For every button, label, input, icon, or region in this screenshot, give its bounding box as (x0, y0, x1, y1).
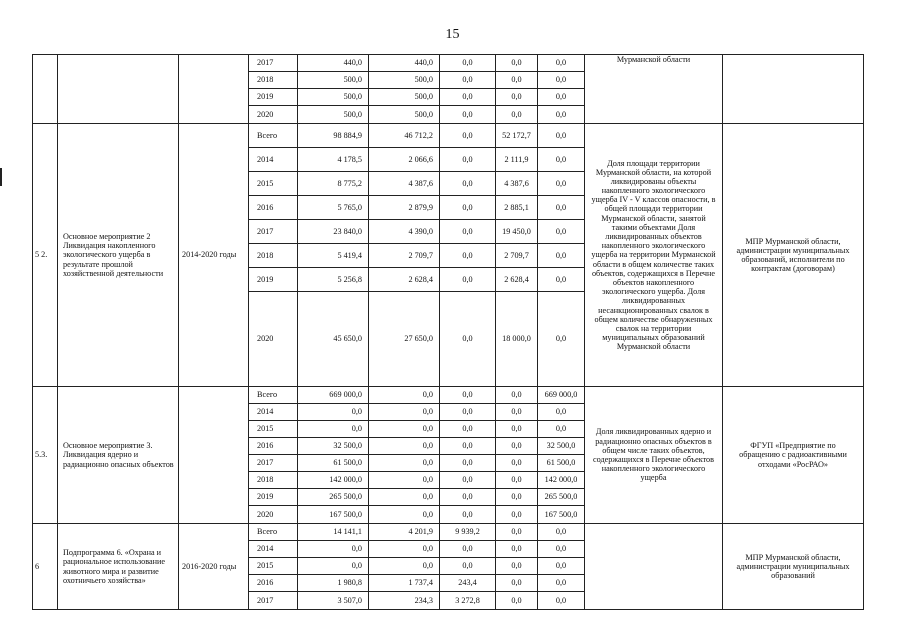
year-cell: 2020 (249, 292, 298, 387)
year-cell: 2020 (249, 506, 298, 524)
executor-cell (723, 55, 864, 124)
measure-name (58, 55, 179, 124)
total-cell: 265 500,0 (298, 489, 369, 506)
total-cell: 500,0 (298, 72, 369, 89)
total-cell: 500,0 (298, 89, 369, 106)
total-cell: 8 775,2 (298, 172, 369, 196)
local-budget-cell: 2 111,9 (496, 148, 538, 172)
margin-mark (0, 168, 2, 186)
table-row (33, 387, 864, 404)
extra-budget-cell: 61 500,0 (538, 455, 585, 472)
federal-budget-cell: 0,0 (440, 268, 496, 292)
local-budget-cell: 0,0 (496, 592, 538, 610)
year-cell: 2017 (249, 592, 298, 610)
total-cell: 3 507,0 (298, 592, 369, 610)
extra-budget-cell: 0,0 (538, 244, 585, 268)
local-budget-cell: 0,0 (496, 489, 538, 506)
local-budget-cell: 0,0 (496, 89, 538, 106)
regional-budget-cell: 440,0 (369, 55, 440, 72)
regional-budget-cell: 27 650,0 (369, 292, 440, 387)
total-cell: 14 141,1 (298, 524, 369, 541)
extra-budget-cell: 0,0 (538, 148, 585, 172)
federal-budget-cell: 0,0 (440, 506, 496, 524)
federal-budget-cell: 3 272,8 (440, 592, 496, 610)
total-cell: 5 765,0 (298, 196, 369, 220)
local-budget-cell: 0,0 (496, 558, 538, 575)
local-budget-cell: 0,0 (496, 438, 538, 455)
total-cell: 32 500,0 (298, 438, 369, 455)
row-code (33, 55, 58, 124)
year-cell: 2017 (249, 55, 298, 72)
extra-budget-cell: 0,0 (538, 292, 585, 387)
regional-budget-cell: 2 709,7 (369, 244, 440, 268)
federal-budget-cell: 243,4 (440, 575, 496, 592)
local-budget-cell: 0,0 (496, 421, 538, 438)
total-cell: 5 419,4 (298, 244, 369, 268)
extra-budget-cell: 0,0 (538, 421, 585, 438)
local-budget-cell: 0,0 (496, 404, 538, 421)
local-budget-cell: 0,0 (496, 106, 538, 124)
total-cell: 5 256,8 (298, 268, 369, 292)
total-cell: 500,0 (298, 106, 369, 124)
regional-budget-cell: 500,0 (369, 89, 440, 106)
local-budget-cell: 0,0 (496, 387, 538, 404)
period-cell (179, 55, 249, 124)
federal-budget-cell: 0,0 (440, 455, 496, 472)
regional-budget-cell: 0,0 (369, 421, 440, 438)
federal-budget-cell: 0,0 (440, 472, 496, 489)
regional-budget-cell: 2 628,4 (369, 268, 440, 292)
extra-budget-cell: 142 000,0 (538, 472, 585, 489)
year-cell: 2019 (249, 268, 298, 292)
federal-budget-cell: 0,0 (440, 124, 496, 148)
regional-budget-cell: 4 201,9 (369, 524, 440, 541)
regional-budget-cell: 0,0 (369, 404, 440, 421)
regional-budget-cell: 0,0 (369, 558, 440, 575)
extra-budget-cell: 0,0 (538, 575, 585, 592)
regional-budget-cell: 0,0 (369, 438, 440, 455)
federal-budget-cell: 0,0 (440, 404, 496, 421)
regional-budget-cell: 2 879,9 (369, 196, 440, 220)
indicator-cell: Мурманской области (585, 55, 723, 124)
extra-budget-cell: 167 500,0 (538, 506, 585, 524)
total-cell: 0,0 (298, 421, 369, 438)
year-cell: 2014 (249, 148, 298, 172)
extra-budget-cell: 0,0 (538, 592, 585, 610)
local-budget-cell: 0,0 (496, 72, 538, 89)
executor-cell: ФГУП «Предприятие по обращению с радиоактивными отходами «РосРАО» (723, 387, 864, 524)
local-budget-cell: 0,0 (496, 524, 538, 541)
extra-budget-cell: 0,0 (538, 524, 585, 541)
regional-budget-cell: 234,3 (369, 592, 440, 610)
total-cell: 23 840,0 (298, 220, 369, 244)
year-cell: 2016 (249, 438, 298, 455)
regional-budget-cell: 0,0 (369, 541, 440, 558)
extra-budget-cell: 0,0 (538, 268, 585, 292)
total-cell: 4 178,5 (298, 148, 369, 172)
total-cell: 0,0 (298, 541, 369, 558)
extra-budget-cell: 32 500,0 (538, 438, 585, 455)
local-budget-cell: 4 387,6 (496, 172, 538, 196)
year-cell: 2014 (249, 541, 298, 558)
year-cell: 2020 (249, 106, 298, 124)
measure-name: Основное мероприятие 3. Ликвидация ядерно и радиационно опасных объектов (58, 387, 179, 524)
local-budget-cell: 52 172,7 (496, 124, 538, 148)
extra-budget-cell: 0,0 (538, 220, 585, 244)
total-cell: 61 500,0 (298, 455, 369, 472)
year-cell: 2018 (249, 72, 298, 89)
federal-budget-cell: 0,0 (440, 421, 496, 438)
indicator-cell: Доля площади территории Мурманской области, на которой ликвидированы объекты накопленного экологического ущерба IV - V классов опасности, в общей площади территории Мурманской области, занятой такими объектами Доля ликвидированных объектов накопленного экологического ущерба на территории Мурманской области в общем количестве таких объектов, содержащихся в Перечне объектов накопленного экологического ущерба. Доля ликвидированных несанкционированных свалок в общем количестве обнаруженных свалок на территории муниципальных образований Мурманской области (585, 124, 723, 387)
federal-budget-cell: 0,0 (440, 196, 496, 220)
regional-budget-cell: 1 737,4 (369, 575, 440, 592)
total-cell: 45 650,0 (298, 292, 369, 387)
year-cell: 2016 (249, 196, 298, 220)
federal-budget-cell: 0,0 (440, 244, 496, 268)
federal-budget-cell: 0,0 (440, 220, 496, 244)
total-cell: 0,0 (298, 558, 369, 575)
year-cell: 2018 (249, 244, 298, 268)
executor-cell: МПР Мурманской области, администрации муниципальных образований (723, 524, 864, 610)
regional-budget-cell: 46 712,2 (369, 124, 440, 148)
extra-budget-cell: 0,0 (538, 72, 585, 89)
total-cell: 1 980,8 (298, 575, 369, 592)
federal-budget-cell: 0,0 (440, 387, 496, 404)
executor-cell: МПР Мурманской области, администрации муниципальных образований, исполнители по контрактам (договорам) (723, 124, 864, 387)
total-cell: 0,0 (298, 404, 369, 421)
row-code: 5 2. (33, 124, 58, 387)
year-cell: 2016 (249, 575, 298, 592)
row-code: 6 (33, 524, 58, 610)
local-budget-cell: 2 628,4 (496, 268, 538, 292)
table-row (33, 524, 864, 541)
indicator-cell: Доля ликвидированных ядерно и радиационно опасных объектов в общем числе таких объектов, содержащихся в Перечне объектов накопленного экологического ущерба (585, 387, 723, 524)
program-table (32, 54, 864, 610)
measure-name: Основное мероприятие 2 Ликвидация накопленного экологического ущерба в результате прошлой хозяйственной деятельности (58, 124, 179, 387)
total-cell: 669 000,0 (298, 387, 369, 404)
regional-budget-cell: 500,0 (369, 72, 440, 89)
extra-budget-cell: 0,0 (538, 106, 585, 124)
year-cell: 2017 (249, 455, 298, 472)
federal-budget-cell: 0,0 (440, 558, 496, 575)
federal-budget-cell: 0,0 (440, 106, 496, 124)
regional-budget-cell: 0,0 (369, 506, 440, 524)
extra-budget-cell: 0,0 (538, 541, 585, 558)
year-cell: 2018 (249, 472, 298, 489)
period-cell: 2016-2020 годы (179, 524, 249, 610)
federal-budget-cell: 0,0 (440, 292, 496, 387)
period-cell: 2014-2020 годы (179, 124, 249, 387)
regional-budget-cell: 0,0 (369, 489, 440, 506)
local-budget-cell: 0,0 (496, 575, 538, 592)
year-cell: 2019 (249, 489, 298, 506)
year-cell: 2014 (249, 404, 298, 421)
total-cell: 142 000,0 (298, 472, 369, 489)
local-budget-cell: 0,0 (496, 541, 538, 558)
local-budget-cell: 0,0 (496, 506, 538, 524)
table-row (33, 124, 864, 148)
regional-budget-cell: 0,0 (369, 387, 440, 404)
year-cell: Всего (249, 387, 298, 404)
regional-budget-cell: 0,0 (369, 455, 440, 472)
regional-budget-cell: 4 387,6 (369, 172, 440, 196)
extra-budget-cell: 0,0 (538, 404, 585, 421)
local-budget-cell: 18 000,0 (496, 292, 538, 387)
federal-budget-cell: 0,0 (440, 148, 496, 172)
regional-budget-cell: 500,0 (369, 106, 440, 124)
total-cell: 98 884,9 (298, 124, 369, 148)
extra-budget-cell: 265 500,0 (538, 489, 585, 506)
year-cell: 2017 (249, 220, 298, 244)
federal-budget-cell: 0,0 (440, 55, 496, 72)
extra-budget-cell: 0,0 (538, 196, 585, 220)
local-budget-cell: 0,0 (496, 472, 538, 489)
federal-budget-cell: 0,0 (440, 541, 496, 558)
year-cell: 2015 (249, 558, 298, 575)
federal-budget-cell: 9 939,2 (440, 524, 496, 541)
indicator-cell (585, 524, 723, 610)
extra-budget-cell: 0,0 (538, 55, 585, 72)
regional-budget-cell: 2 066,6 (369, 148, 440, 172)
federal-budget-cell: 0,0 (440, 489, 496, 506)
local-budget-cell: 0,0 (496, 455, 538, 472)
row-code: 5.3. (33, 387, 58, 524)
page-number: 15 (445, 27, 460, 42)
year-cell: Всего (249, 524, 298, 541)
federal-budget-cell: 0,0 (440, 438, 496, 455)
extra-budget-cell: 0,0 (538, 172, 585, 196)
local-budget-cell: 0,0 (496, 55, 538, 72)
year-cell: 2015 (249, 172, 298, 196)
extra-budget-cell: 669 000,0 (538, 387, 585, 404)
extra-budget-cell: 0,0 (538, 89, 585, 106)
federal-budget-cell: 0,0 (440, 172, 496, 196)
local-budget-cell: 2 709,7 (496, 244, 538, 268)
table-row (33, 55, 864, 72)
extra-budget-cell: 0,0 (538, 558, 585, 575)
regional-budget-cell: 4 390,0 (369, 220, 440, 244)
total-cell: 440,0 (298, 55, 369, 72)
period-cell (179, 387, 249, 524)
local-budget-cell: 2 885,1 (496, 196, 538, 220)
extra-budget-cell: 0,0 (538, 124, 585, 148)
measure-name: Подпрограмма 6. «Охрана и рациональное использование животного мира и развитие охотничьего хозяйства» (58, 524, 179, 610)
year-cell: 2015 (249, 421, 298, 438)
year-cell: Всего (249, 124, 298, 148)
year-cell: 2019 (249, 89, 298, 106)
regional-budget-cell: 0,0 (369, 472, 440, 489)
federal-budget-cell: 0,0 (440, 72, 496, 89)
total-cell: 167 500,0 (298, 506, 369, 524)
federal-budget-cell: 0,0 (440, 89, 496, 106)
local-budget-cell: 19 450,0 (496, 220, 538, 244)
